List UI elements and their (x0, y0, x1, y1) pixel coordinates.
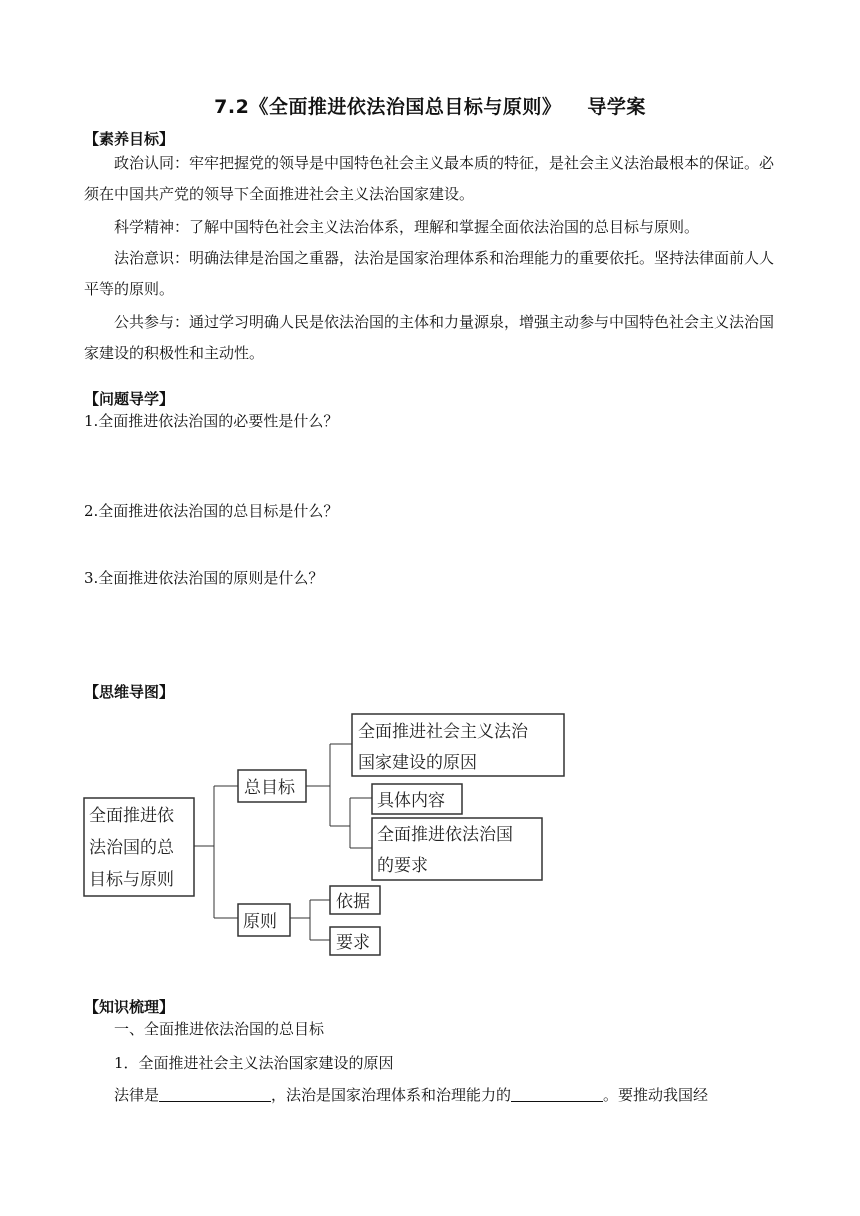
mindmap-reason-line-1: 全面推进社会主义法治 (358, 722, 528, 742)
goal-law: 法治意识：明确法律是治国之重器，法治是国家治理体系和治理能力的重要依托。坚持法律面前人人平等的原则。 (84, 249, 775, 298)
mindmap-goal-label: 总目标 (244, 778, 295, 798)
goal-political: 政治认同：牢牢把握党的领导是中国特色社会主义最本质的特征，是社会主义法治最根本的保证。必须在中国共产党的领导下全面推进社会主义法治国家建设。 (84, 154, 775, 203)
question-1: 1.全面推进依法治国的必要性是什么？ (84, 412, 339, 430)
question-2: 2.全面推进依法治国的总目标是什么？ (84, 502, 339, 520)
mindmap-root-line-3: 目标与原则 (89, 870, 174, 890)
mindmap-root-line-2: 法治国的总 (89, 838, 174, 858)
knowledge-fill-line (114, 1084, 708, 1105)
fill-blank-2[interactable] (511, 1085, 603, 1102)
mindmap-demand-label: 要求 (336, 933, 370, 953)
mindmap-basis-label: 依据 (336, 892, 370, 912)
knowledge-subheading-2: 1．全面推进社会主义法治国家建设的原因 (114, 1054, 394, 1072)
mindmap-heading: 【思维导图】 (84, 683, 175, 701)
knowledge-heading: 【知识梳理】 (84, 998, 175, 1016)
fill-text-part1: 法律是 (114, 1086, 160, 1104)
goal-participation: 公共参与：通过学习明确人民是依法治国的主体和力量源泉，增强主动参与中国特色社会主义法治国家建设的积极性和主动性。 (84, 313, 775, 362)
goals-heading: 【素养目标】 (84, 130, 175, 148)
mindmap-content-label: 具体内容 (377, 791, 445, 811)
knowledge-subheading-1: 一、全面推进依法治国的总目标 (114, 1020, 325, 1038)
question-3: 3.全面推进依法治国的原则是什么？ (84, 569, 324, 587)
title-suffix: 导学案 (587, 96, 646, 118)
fill-text-part2: ，法治是国家治理体系和治理能力的 (271, 1086, 512, 1104)
mindmap-requirement-line-1: 全面推进依法治国 (377, 825, 513, 845)
fill-text-part3: 。要推动我国经 (603, 1086, 709, 1104)
goal-science: 科学精神：了解中国特色社会主义法治体系，理解和掌握全面依法治国的总目标与原则。 (114, 218, 700, 236)
fill-blank-1[interactable] (159, 1085, 271, 1102)
mindmap-reason-line-2: 国家建设的原因 (358, 753, 477, 773)
mindmap-principle-label: 原则 (243, 912, 277, 932)
mindmap-root-line-1: 全面推进依 (89, 806, 174, 826)
title-main: 7.2《全面推进依法治国总目标与原则》 (214, 96, 562, 118)
questions-heading: 【问题导学】 (84, 390, 175, 408)
mindmap-requirement-line-2: 的要求 (377, 856, 428, 876)
